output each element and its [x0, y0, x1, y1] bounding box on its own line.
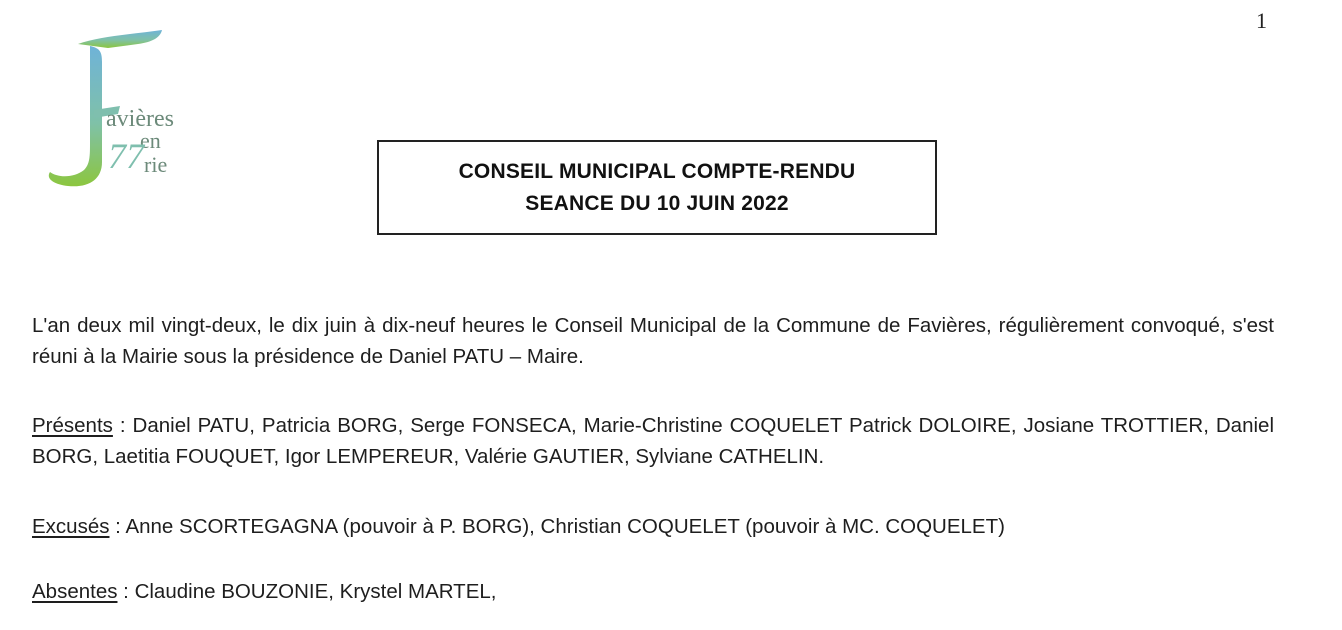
excuses-paragraph: [32, 511, 1274, 542]
title-line-1: CONSEIL MUNICIPAL COMPTE-RENDU: [458, 159, 856, 183]
page-number: 1: [1256, 8, 1267, 33]
presents-separator: :: [112, 414, 133, 437]
excuses-label: Excusés: [32, 515, 110, 538]
title-line-2: SEANCE DU 10 JUIN 2022: [525, 191, 789, 215]
favieres-logo-graphic: [40, 22, 210, 194]
absentes-separator: :: [117, 580, 135, 603]
presents-paragraph: [32, 410, 1274, 472]
presents-label: Présents: [32, 414, 113, 437]
logo-line3: rie: [144, 152, 168, 177]
absentes-list: Claudine BOUZONIE, Krystel MARTEL,: [134, 580, 497, 603]
logo-line1: avières: [106, 106, 174, 132]
logo-dept: 77: [108, 136, 144, 176]
absentes-label: Absentes: [32, 580, 118, 603]
favieres-logo: [40, 22, 210, 194]
excuses-separator: :: [109, 515, 126, 538]
absentes-paragraph: [32, 576, 1274, 607]
intro-paragraph: L'an deux mil vingt-deux, le dix juin à dix-neuf heures le Conseil Municipal de la Commune de Favières, régulièrement convoqué, s'est réuni à la Mairie sous la présidence de Daniel PATU – Maire.: [32, 314, 1274, 368]
presents-list: Daniel PATU, Patricia BORG, Serge FONSECA, Marie-Christine COQUELET Patrick DOLOIRE, Josiane TROTTIER, Daniel BORG, Laetitia FOUQUET, Igor LEMPEREUR, Valérie GAUTIER, Sylviane CATHELIN.: [32, 414, 1274, 468]
title-box: [377, 140, 937, 235]
logo-line2: en: [140, 128, 161, 153]
excuses-list: Anne SCORTEGAGNA (pouvoir à P. BORG), Christian COQUELET (pouvoir à MC. COQUELET): [125, 515, 1005, 538]
